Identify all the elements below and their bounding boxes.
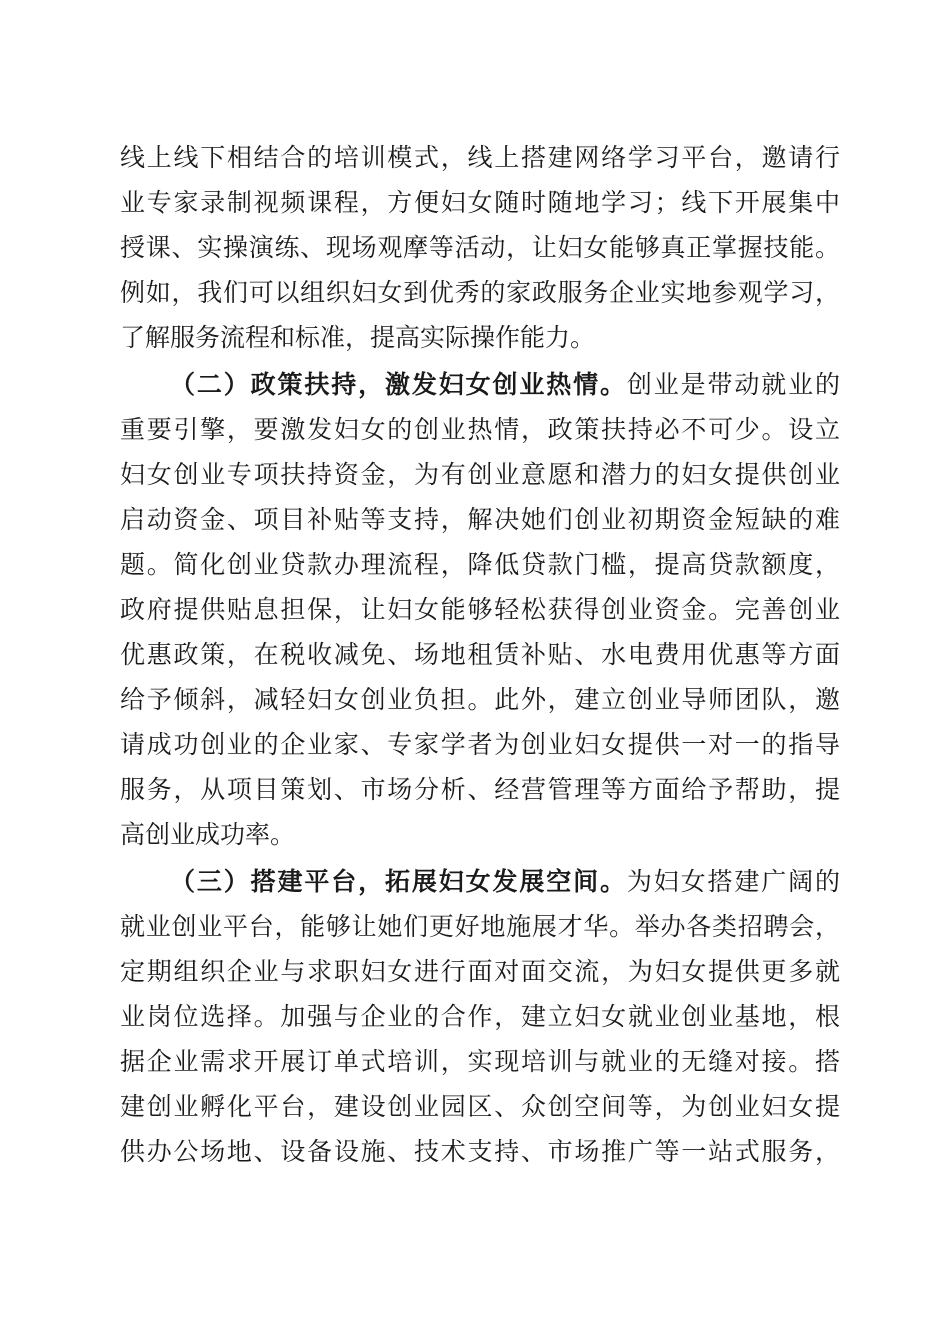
paragraph-3-line-1	[170, 860, 840, 904]
paragraph-2-line-9: 请成功创业的企业家、专家学者为创业妇女提供一对一的指导	[120, 730, 840, 759]
paragraph-2-line-3: 妇女创业专项扶持资金，为有创业意愿和潜力的妇女提供创业	[120, 460, 840, 489]
paragraph-2-line-6: 政府提供贴息担保，让妇女能够轻松获得创业资金。完善创业	[120, 595, 840, 624]
paragraph-2-line-5: 题。简化创业贷款办理流程，降低贷款门槛，提高贷款额度，	[120, 550, 840, 579]
section-heading-3: （三）搭建平台，拓展妇女发展空间。	[170, 867, 627, 896]
section-heading-2: （二）政策扶持，激发妇女创业热情。	[170, 370, 627, 399]
paragraph-2-line-10: 服务，从项目策划、市场分析、经营管理等方面给予帮助，提	[120, 775, 840, 804]
paragraph-2-line-7: 优惠政策，在税收减免、场地租赁补贴、水电费用优惠等方面	[120, 640, 840, 669]
paragraph-2-line-4: 启动资金、项目补贴等支持，解决她们创业初期资金短缺的难	[120, 505, 840, 534]
paragraph-3-line-6: 建创业孵化平台，建设创业园区、众创空间等，为创业妇女提	[120, 1092, 840, 1121]
paragraph-1-line-2: 业专家录制视频课程，方便妇女随时随地学习；线下开展集中	[120, 188, 840, 217]
paragraph-3-line-7: 供办公场地、设备设施、技术支持、市场推广等一站式服务，	[120, 1137, 840, 1166]
paragraph-3-line-3: 定期组织企业与求职妇女进行面对面交流，为妇女提供更多就	[120, 957, 840, 986]
paragraph-1-line-4: 例如，我们可以组织妇女到优秀的家政服务企业实地参观学习，	[120, 278, 840, 307]
paragraph-2-line-1	[170, 363, 840, 407]
paragraph-3-line-2: 就业创业平台，能够让她们更好地施展才华。举办各类招聘会，	[120, 912, 840, 941]
paragraph-1-line-3: 授课、实操演练、现场观摩等活动，让妇女能够真正掌握技能。	[120, 233, 840, 262]
paragraph-3-first-text: 为妇女搭建广阔的	[626, 867, 840, 896]
paragraph-3-line-5: 据企业需求开展订单式培训，实现培训与就业的无缝对接。搭	[120, 1047, 840, 1076]
paragraph-3-line-4: 业岗位选择。加强与企业的合作，建立妇女就业创业基地，根	[120, 1002, 840, 1031]
paragraph-2-first-text: 创业是带动就业的	[626, 370, 840, 399]
paragraph-2-line-11: 高创业成功率。	[120, 820, 296, 849]
paragraph-1-line-1: 线上线下相结合的培训模式，线上搭建网络学习平台，邀请行	[120, 143, 840, 172]
paragraph-2-line-8: 给予倾斜，减轻妇女创业负担。此外，建立创业导师团队，邀	[120, 685, 840, 714]
paragraph-2-line-2: 重要引擎，要激发妇女的创业热情，政策扶持必不可少。设立	[120, 415, 840, 444]
paragraph-1-line-5: 了解服务流程和标准，提高实际操作能力。	[120, 323, 596, 352]
